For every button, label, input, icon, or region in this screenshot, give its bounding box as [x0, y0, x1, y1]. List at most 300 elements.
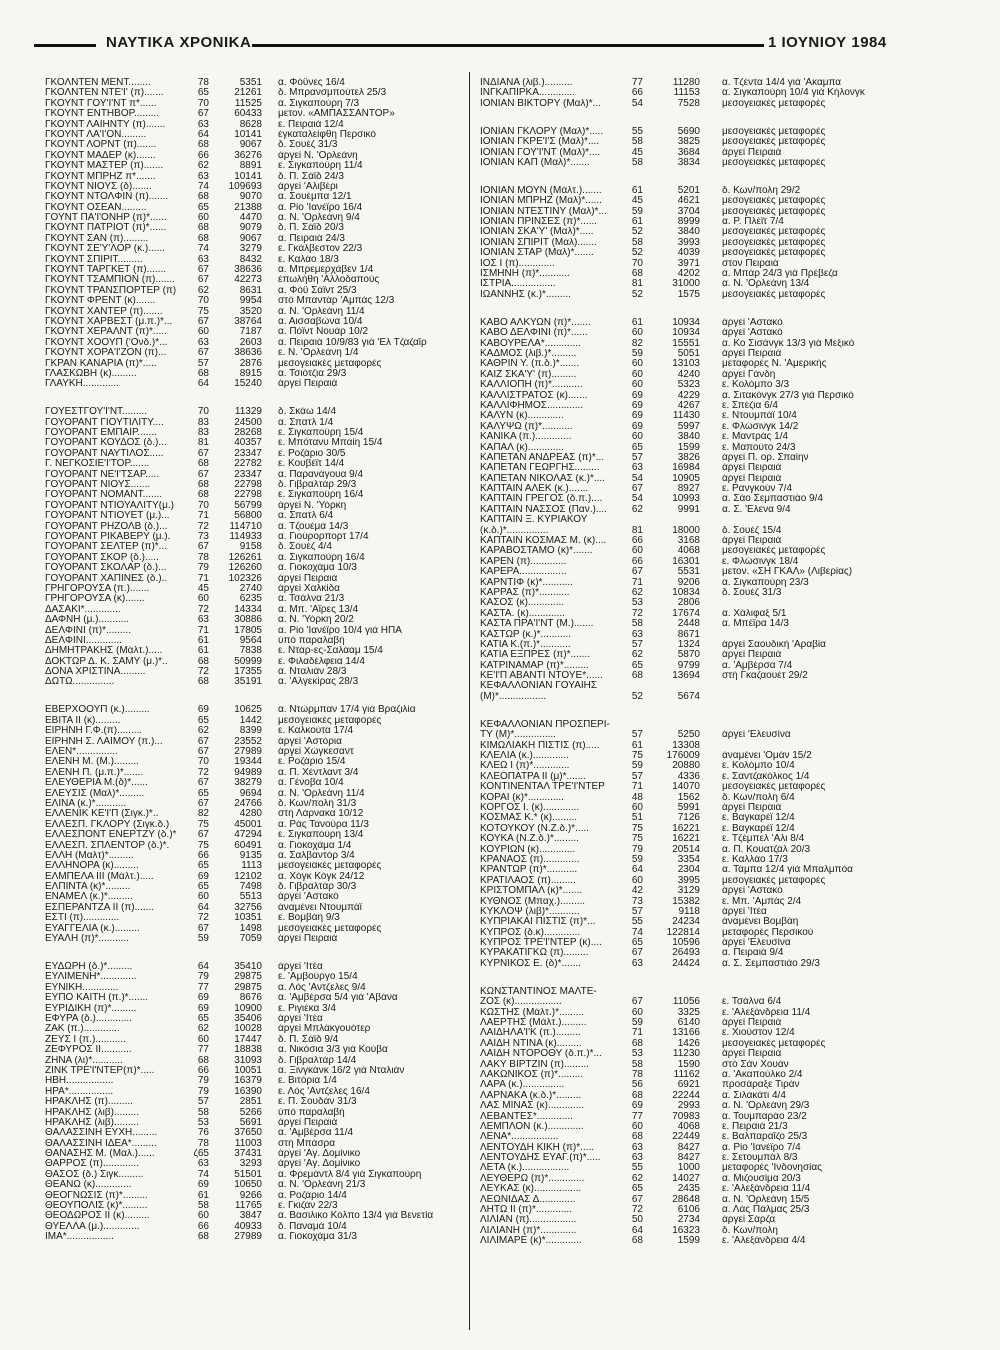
status: άναμένει Ντουμπάϊ — [278, 902, 362, 913]
ship-row — [40, 553, 461, 563]
ship-row — [476, 484, 914, 494]
status: α. Τζουέμα 14/3 — [278, 521, 349, 532]
tonnage: 45001 — [234, 819, 262, 830]
ship-name: ΛΕΝΤΟΥΔΗ ΚΙΚΗ (π)*..... — [480, 1142, 595, 1153]
ship-row — [40, 511, 461, 521]
ship-row — [40, 203, 461, 213]
ship-name: ΔΩΤΩ............... — [45, 677, 115, 688]
build-year: 60 — [197, 892, 209, 903]
ship-name: ΖΕΥΣ Ι (π.)........... — [45, 1034, 126, 1045]
status: α. Γιοκοχάμα 31/3 — [278, 1232, 357, 1243]
status: άργεί Σάρζα — [722, 1215, 776, 1226]
status: ε. Π. Σουδάν 31/3 — [278, 1097, 357, 1108]
status: μεταφορές Περσικού — [722, 927, 814, 938]
build-year: 61 — [631, 317, 643, 328]
ship-name: ΘΕΑΝΩ (κ)............. — [45, 1180, 132, 1191]
tonnage: 3354 — [677, 854, 700, 865]
build-year: 74 — [197, 244, 209, 255]
status: μεσογειακές μεταφορές — [278, 358, 382, 369]
status: ε. Σαντζακόλκος 1/4 — [722, 771, 810, 782]
status: δ. Κων/πολη 29/2 — [722, 185, 801, 196]
ship-row — [40, 737, 461, 747]
tonnage: 2993 — [677, 1101, 700, 1112]
tonnage: 2603 — [239, 337, 262, 348]
tonnage: 9070 — [239, 192, 262, 203]
status: ε. Ριγιέκα 3/4 — [278, 1003, 336, 1014]
build-year: 54 — [631, 98, 643, 109]
ship-row — [40, 470, 461, 480]
ship-row — [476, 1132, 914, 1142]
status: α. Ξινγκάνκ 16/2 γιά Νταλιάν — [278, 1065, 405, 1076]
build-year: 60 — [631, 359, 643, 370]
ship-row — [40, 438, 461, 448]
tonnage: 1562 — [677, 792, 700, 803]
status: δ. Παναμά 10/4 — [278, 1221, 347, 1232]
status: μεταφορές 'Ινδονησίας — [722, 1163, 822, 1174]
build-year: 57 — [631, 906, 643, 917]
status: α. Σιγκαπούρη 23/3 — [722, 577, 809, 588]
tonnage: 38764 — [234, 316, 262, 327]
ship-row — [476, 1039, 914, 1049]
tonnage: 10934 — [672, 328, 700, 339]
ship-row — [40, 1066, 461, 1076]
ship-name: ΛΑΙΔΗ ΝΤΟΡΟΘΥ (δ.π.)*... — [480, 1049, 602, 1060]
build-year: 67 — [631, 948, 643, 959]
status: μεσογειακές μεταφορές — [722, 289, 826, 300]
build-year: 53 — [631, 598, 643, 609]
ship-name: ΓΚΟΥΝΤ ΧΕΡΑΛΝΤ (π)*..... — [45, 327, 167, 338]
build-year: 68 — [197, 490, 209, 501]
ship-row — [40, 151, 461, 161]
status: α. Σ. Σεμπαστιάο 29/3 — [722, 958, 820, 969]
ship-name: ΕΥΔΩΡΗ (δ.)*......... — [45, 962, 133, 973]
ship-name: ΚΡΑΤΙΛΑΟΣ (π)......... — [480, 875, 576, 886]
build-year: 65 — [631, 660, 643, 671]
build-year: 69 — [631, 421, 643, 432]
tonnage: 7838 — [239, 646, 262, 657]
tonnage: 13103 — [672, 359, 700, 370]
tonnage: 5674 — [677, 691, 700, 702]
tonnage: 30886 — [234, 615, 262, 626]
ship-row — [476, 741, 914, 751]
build-year: 70 — [197, 296, 209, 307]
build-year: 69 — [197, 1180, 209, 1191]
tonnage: 27989 — [234, 747, 262, 758]
tonnage: 37650 — [234, 1128, 262, 1139]
ship-row — [40, 1149, 461, 1159]
tonnage: 176009 — [666, 751, 700, 762]
column-divider — [469, 72, 470, 1330]
ship-name: ΚΩΝΣΤΑΝΤΙΝΟΣ ΜΑΛΤΕ- — [480, 986, 597, 997]
build-year: 60 — [197, 213, 209, 224]
tonnage: 2435 — [677, 1184, 700, 1195]
ship-name: ΓΚΟΥΝΤ ΓΟΥ'Ι'ΝΤ π*...... — [45, 98, 157, 109]
build-year: 72 — [197, 767, 209, 778]
ship-name: ΚΑΡΡΑΣ (π)*........... — [480, 587, 570, 598]
tonnage: 3993 — [677, 237, 700, 248]
ship-name: ΓΚΟΥΝΤ ΣΕ'Υ'ΛΟΡ (κ.)...... — [45, 244, 165, 255]
status: α. Π. Κουατζάλ 20/3 — [722, 844, 811, 855]
ship-name: ΙΜΑ*................. — [45, 1232, 114, 1243]
ship-name: ΕΦΥΡΑ (δ.)............. — [45, 1013, 132, 1024]
status: μεσογειακές μεταφορές — [722, 237, 826, 248]
publication-title: ΝΑΥΤΙΚΑ ΧΡΟΝΙΚΑ — [106, 34, 252, 51]
build-year: 64 — [631, 865, 643, 876]
ship-row — [40, 1097, 461, 1107]
status: μεσογειακές μεταφορές — [722, 137, 826, 148]
status: μεσογειακές μεταφορές — [722, 126, 826, 137]
status: δ. Σκάω 14/4 — [278, 407, 337, 418]
ship-name: ΚΑΠΤΑΙΝ ΝΑΣΣΟΣ (Παν.).... — [480, 504, 607, 515]
ship-row — [476, 1060, 914, 1070]
ship-row — [476, 380, 914, 390]
tonnage: 21261 — [234, 88, 262, 99]
build-year: 59 — [631, 1018, 643, 1028]
ship-row — [40, 1222, 461, 1232]
ship-row — [476, 928, 914, 938]
build-year: 61 — [197, 646, 209, 657]
ship-row — [40, 244, 461, 254]
ship-row — [40, 1024, 461, 1034]
ship-row — [40, 522, 461, 532]
build-year: 68 — [197, 459, 209, 470]
ship-name: ΚΑΣΤΩΡ (κ.)*........... — [480, 629, 572, 640]
build-year: 81 — [631, 279, 643, 290]
status: άργεί Πειραιά — [278, 934, 338, 945]
ship-row — [476, 1018, 914, 1028]
ship-group — [40, 962, 461, 1243]
tonnage: 102326 — [228, 573, 262, 584]
status: α. Χόγκ Κόγκ 24/12 — [278, 871, 365, 882]
tonnage: 2806 — [677, 598, 700, 609]
status: άργεί Πειραιά — [722, 802, 782, 813]
ship-row — [40, 934, 461, 944]
left-column — [40, 78, 461, 1260]
ship-name: ΙΟΝΙΑΝ ΣΤΑΡ (Μαλ)*....... — [480, 248, 594, 259]
tonnage: 9694 — [239, 788, 262, 799]
ship-name: ΓΟΥΕΣΤΓΟΥ'Ι'ΝΤ......... — [45, 407, 148, 418]
build-year: 82 — [631, 338, 643, 349]
status: ε. Καλάο 18/3 — [278, 254, 339, 265]
ship-name: ΚΡΑΝΑΟΣ (π)............. — [480, 854, 580, 865]
ship-row — [476, 494, 914, 504]
build-year: 60 — [197, 594, 209, 605]
ship-row — [476, 948, 914, 958]
ship-row — [40, 1232, 461, 1242]
status: ε. 'Αμβούργο 15/4 — [278, 972, 358, 983]
ship-row — [40, 983, 461, 993]
status: α. Σιγκαπούρη 7/3 — [278, 98, 360, 109]
tonnage: 1599 — [677, 442, 700, 453]
ship-name: ΓΚΟΥΝΤ ΠΑΤΡΙΟΤ (π)*...... — [45, 223, 167, 234]
tonnage: 6921 — [677, 1080, 700, 1091]
tonnage: 3826 — [677, 452, 700, 463]
ship-row — [476, 88, 914, 98]
tonnage: 11162 — [673, 1069, 700, 1080]
ship-row — [476, 640, 914, 650]
tonnage: 3971 — [677, 258, 700, 269]
tonnage: 6106 — [677, 1205, 700, 1216]
ship-row — [476, 959, 914, 969]
ship-row — [40, 799, 461, 809]
ship-name: ΔΑΦΝΗ (μ.)........... — [45, 615, 130, 626]
tonnage: 38636 — [234, 348, 262, 359]
tonnage: 51501 — [234, 1169, 262, 1180]
status: α. Ρίο 'Ιανέϊρο 10/4 γιά ΗΠΑ — [278, 625, 402, 636]
status: α. Φρεμάντλ 8/4 γιά Σιγκαπούρη — [278, 1169, 422, 1180]
build-year: 58 — [631, 1059, 643, 1070]
ship-name: ΚΟΥΚΑ (Ν.Ζ.δ.)*......... — [480, 834, 579, 845]
ship-row — [40, 747, 461, 757]
build-year: 57 — [197, 358, 209, 369]
build-year: 75 — [197, 306, 209, 317]
build-year: 64 — [197, 962, 209, 973]
tonnage: 29875 — [234, 972, 262, 983]
status: ε. Φλώσινγκ 14/2 — [722, 421, 799, 432]
build-year: 63 — [197, 337, 209, 348]
build-year: 68 — [197, 1232, 209, 1243]
build-year: 74 — [631, 927, 643, 938]
ship-name: ΚΥΚΛΟΨ (λιβ)*........... — [480, 906, 580, 917]
tonnage: 11230 — [672, 1049, 700, 1060]
build-year: 61 — [197, 635, 209, 646]
status: α. 'Αμβέρσα 7/4 — [722, 660, 793, 671]
build-year: 71 — [197, 625, 209, 636]
ship-row — [476, 279, 914, 289]
build-year: 67 — [197, 448, 209, 459]
tonnage: 11003 — [234, 1138, 262, 1149]
build-year: 53 — [631, 1049, 643, 1060]
status: α. Σουέμπα 12/1 — [278, 192, 352, 203]
build-year: 63 — [197, 1159, 209, 1170]
ship-name: ΘΑΛΑΣΣΙΝΗ ΕΥΧΗ......... — [45, 1128, 158, 1139]
ship-group — [476, 318, 914, 702]
build-year: 67 — [631, 1194, 643, 1205]
ship-row — [476, 897, 914, 907]
ship-row — [40, 449, 461, 459]
ship-row — [40, 296, 461, 306]
tonnage: 3825 — [677, 137, 700, 148]
tonnage: 28268 — [234, 428, 262, 439]
ship-row — [40, 1045, 461, 1055]
tonnage: 9206 — [677, 577, 700, 588]
build-year: 69 — [197, 871, 209, 882]
ship-row — [40, 778, 461, 788]
tonnage: 11056 — [672, 997, 700, 1008]
tonnage: 16323 — [672, 1225, 700, 1236]
ship-name: ΙΩΑΝΝΗΣ (κ.)*......... — [480, 289, 571, 300]
tonnage: 1498 — [239, 923, 262, 934]
status: δ. Μπρανσμπούτελ 25/3 — [278, 88, 387, 99]
build-year: 79 — [197, 1076, 209, 1087]
build-year: 68 — [197, 192, 209, 203]
status: άργεί 'Αστακό — [722, 317, 783, 328]
status: άργεί Πειραιά — [722, 348, 782, 359]
ship-row — [476, 761, 914, 771]
ship-row — [476, 661, 914, 671]
tonnage: 35406 — [234, 1013, 262, 1024]
ship-row — [476, 422, 914, 432]
build-year: 62 — [631, 504, 643, 515]
ship-row — [40, 830, 461, 840]
status: α. Τάμπα 12/4 γιά Μπαλμπόα — [722, 865, 853, 876]
ship-name: ΚΥΠΡΟΣ ΤΡΕ'Ι'ΝΤΕΡ (κ).... — [480, 938, 602, 949]
ship-row — [476, 196, 914, 206]
status: α. Τουμπαράο 23/2 — [722, 1111, 807, 1122]
ship-name: ΕΝΑΜΕΛ (κ.)*......... — [45, 892, 133, 903]
build-year: 53 — [197, 1117, 209, 1128]
status: στό Μπαντάρ 'Αμπάς 12/3 — [278, 296, 395, 307]
tonnage: 3834 — [677, 157, 700, 168]
tonnage: 18838 — [234, 1045, 262, 1056]
tonnage: 16221 — [672, 834, 700, 845]
ship-name: ΕΥΝΙΚΗ............. — [45, 982, 119, 993]
tonnage: 22244 — [672, 1090, 700, 1101]
tonnage: 56799 — [234, 500, 262, 511]
status: μεσογειακές μεταφορές — [722, 782, 826, 793]
ship-name: ΕΛΕΝ*............... — [45, 747, 118, 758]
ship-name: ΚΑΡΕΡΑ................. — [480, 567, 567, 578]
build-year: 60 — [631, 802, 643, 813]
build-year: 79 — [631, 844, 643, 855]
tonnage: 4202 — [677, 269, 700, 280]
build-year: 62 — [631, 1173, 643, 1184]
tonnage: 15382 — [672, 896, 700, 907]
tonnage: 126260 — [228, 563, 262, 574]
tonnage: 24500 — [234, 417, 262, 428]
build-year: 61 — [197, 1190, 209, 1201]
tonnage: 28648 — [672, 1194, 700, 1205]
build-year: 65 — [197, 88, 209, 99]
build-year: 66 — [197, 1221, 209, 1232]
tonnage: 1000 — [677, 1163, 700, 1174]
status: ε. Καλλάο 17/3 — [722, 854, 788, 865]
build-year: 67 — [631, 997, 643, 1008]
tonnage: 2740 — [239, 583, 262, 594]
tonnage: 3129 — [677, 886, 700, 897]
status: α. Φόϋ Σάϊντ 25/3 — [278, 285, 357, 296]
status: άργεί 'Ιτέα — [722, 906, 767, 917]
tonnage: 60491 — [234, 840, 262, 851]
status: ε. Κολόμπο 3/3 — [722, 380, 790, 391]
ship-name: ΓΟΥΟΡΑΝΤ ΡΗΖΟΛΒ (δ.)... — [45, 521, 168, 532]
status: α. Τζέντα 14/4 γιά 'Ακαμπα — [722, 78, 842, 88]
ship-row — [476, 1091, 914, 1101]
status: α. Μιζουσίμα 20/3 — [722, 1173, 801, 1184]
ship-name: ΙΟΣ Ι (π)............. — [480, 258, 555, 269]
ship-group — [40, 407, 461, 688]
build-year: 68 — [197, 233, 209, 244]
header-rule-left — [34, 44, 96, 47]
tonnage: 5051 — [677, 348, 700, 359]
status: μετον. «ΑΜΠΑΣΣΑΝΤΟΡ» — [278, 109, 395, 120]
ship-row — [476, 186, 914, 196]
build-year: 70 — [197, 98, 209, 109]
ship-row — [40, 532, 461, 542]
ship-row — [476, 886, 914, 896]
tonnage: 3840 — [677, 432, 700, 443]
status: α. Χάλιφαξ 5/1 — [722, 608, 787, 619]
tonnage: 114710 — [229, 521, 262, 532]
ship-row — [40, 1076, 461, 1086]
ship-group — [476, 987, 914, 1247]
ship-name: ΛΕΥΘΕΡΩ (π)*............. — [480, 1173, 585, 1184]
status: α. Λάς Πάλμας 25/3 — [722, 1205, 810, 1216]
ship-row — [40, 1201, 461, 1211]
build-year: 67 — [197, 923, 209, 934]
status: στον Πειραιά — [722, 258, 779, 269]
build-year: 52 — [631, 289, 643, 300]
ship-row — [40, 88, 461, 98]
tonnage: 35191 — [234, 677, 262, 688]
ship-row — [476, 730, 914, 740]
tonnage: 5351 — [239, 78, 262, 88]
status: ε. Βαγκαρέϊ 12/4 — [722, 823, 795, 834]
build-year: 67 — [197, 736, 209, 747]
build-year: 54 — [631, 494, 643, 505]
status: ε. Πειραιά 21/3 — [722, 1121, 788, 1132]
ship-name: ΙΟΝΙΑΝ ΣΚΑ'Υ' (Μαλ)*..... — [480, 227, 594, 238]
build-year: 72 — [197, 521, 209, 532]
build-year: 75 — [631, 834, 643, 845]
tonnage: 5991 — [677, 802, 700, 813]
status: μεσογειακές μεταφορές — [722, 546, 826, 557]
build-year: 62 — [197, 1024, 209, 1035]
tonnage: 1575 — [677, 289, 700, 300]
build-year: 52 — [631, 691, 643, 702]
tonnage: 23552 — [234, 736, 262, 747]
ship-row — [40, 348, 461, 358]
status: α. Ν. 'Ορλεάνη 9/4 — [278, 213, 360, 224]
status: ε. Μπότανυ Μπαίη 15/4 — [278, 438, 383, 449]
ship-row — [476, 1028, 914, 1038]
status: μεσογειακές μεταφορές — [278, 715, 382, 726]
ship-row — [40, 428, 461, 438]
ship-row — [476, 1236, 914, 1246]
status: δ. Π. Σάϊδ 9/4 — [278, 1034, 339, 1045]
build-year: 65 — [197, 882, 209, 893]
ship-name: ΘΑΝΑΣΗΣ Μ. (Μαλ.)...... — [45, 1149, 155, 1160]
tonnage: 8671 — [677, 629, 700, 640]
build-year: 78 — [197, 1138, 209, 1149]
status: α. Ράς Τανούρα 11/3 — [278, 819, 369, 830]
ship-row — [40, 636, 461, 646]
ship-name: ΓΟΥΟΡΑΝΤ ΣΚΟΛΑΡ (δ.)... — [45, 563, 167, 574]
build-year: 60 — [631, 546, 643, 557]
ship-row — [40, 757, 461, 767]
ship-name: ΖΕΦΥΡΟΣ ΙΙ........... — [45, 1045, 132, 1056]
build-year: 56 — [631, 1080, 643, 1091]
ship-name: ΓΚΟΥΝΤ ΧΑΝΤΕΡ (π)....... — [45, 306, 163, 317]
ship-row — [40, 172, 461, 182]
ship-row — [40, 369, 461, 379]
ship-name: ΓΡΗΓΟΡΟΥΣΑ (π.)....... — [45, 583, 150, 594]
ship-row — [476, 401, 914, 411]
tonnage: 8999 — [677, 217, 700, 228]
ship-name: ΚΕ'Ι'Π ΑΒΑΝΤΙ ΝΤΟΥΕ*...... — [480, 671, 603, 682]
status: α. Πειραιά 9/4 — [722, 948, 784, 959]
ship-name: ΚΑΠΕΤΑΝ ΝΙΚΟΛΑΣ (κ.)*.... — [480, 473, 605, 484]
build-year: 55 — [631, 126, 643, 137]
ship-row — [40, 459, 461, 469]
status: άργεί Σαουδική 'Αραβία — [722, 639, 826, 650]
ship-name: ΓΚΟΛΝΤΕΝ ΜΕΝΤ........ — [45, 78, 151, 88]
build-year: 67 — [197, 778, 209, 789]
build-year: 59 — [631, 348, 643, 359]
ship-row — [476, 557, 914, 567]
build-year: 67 — [631, 567, 643, 578]
status: ε. Σπέζια 6/4 — [722, 400, 778, 411]
